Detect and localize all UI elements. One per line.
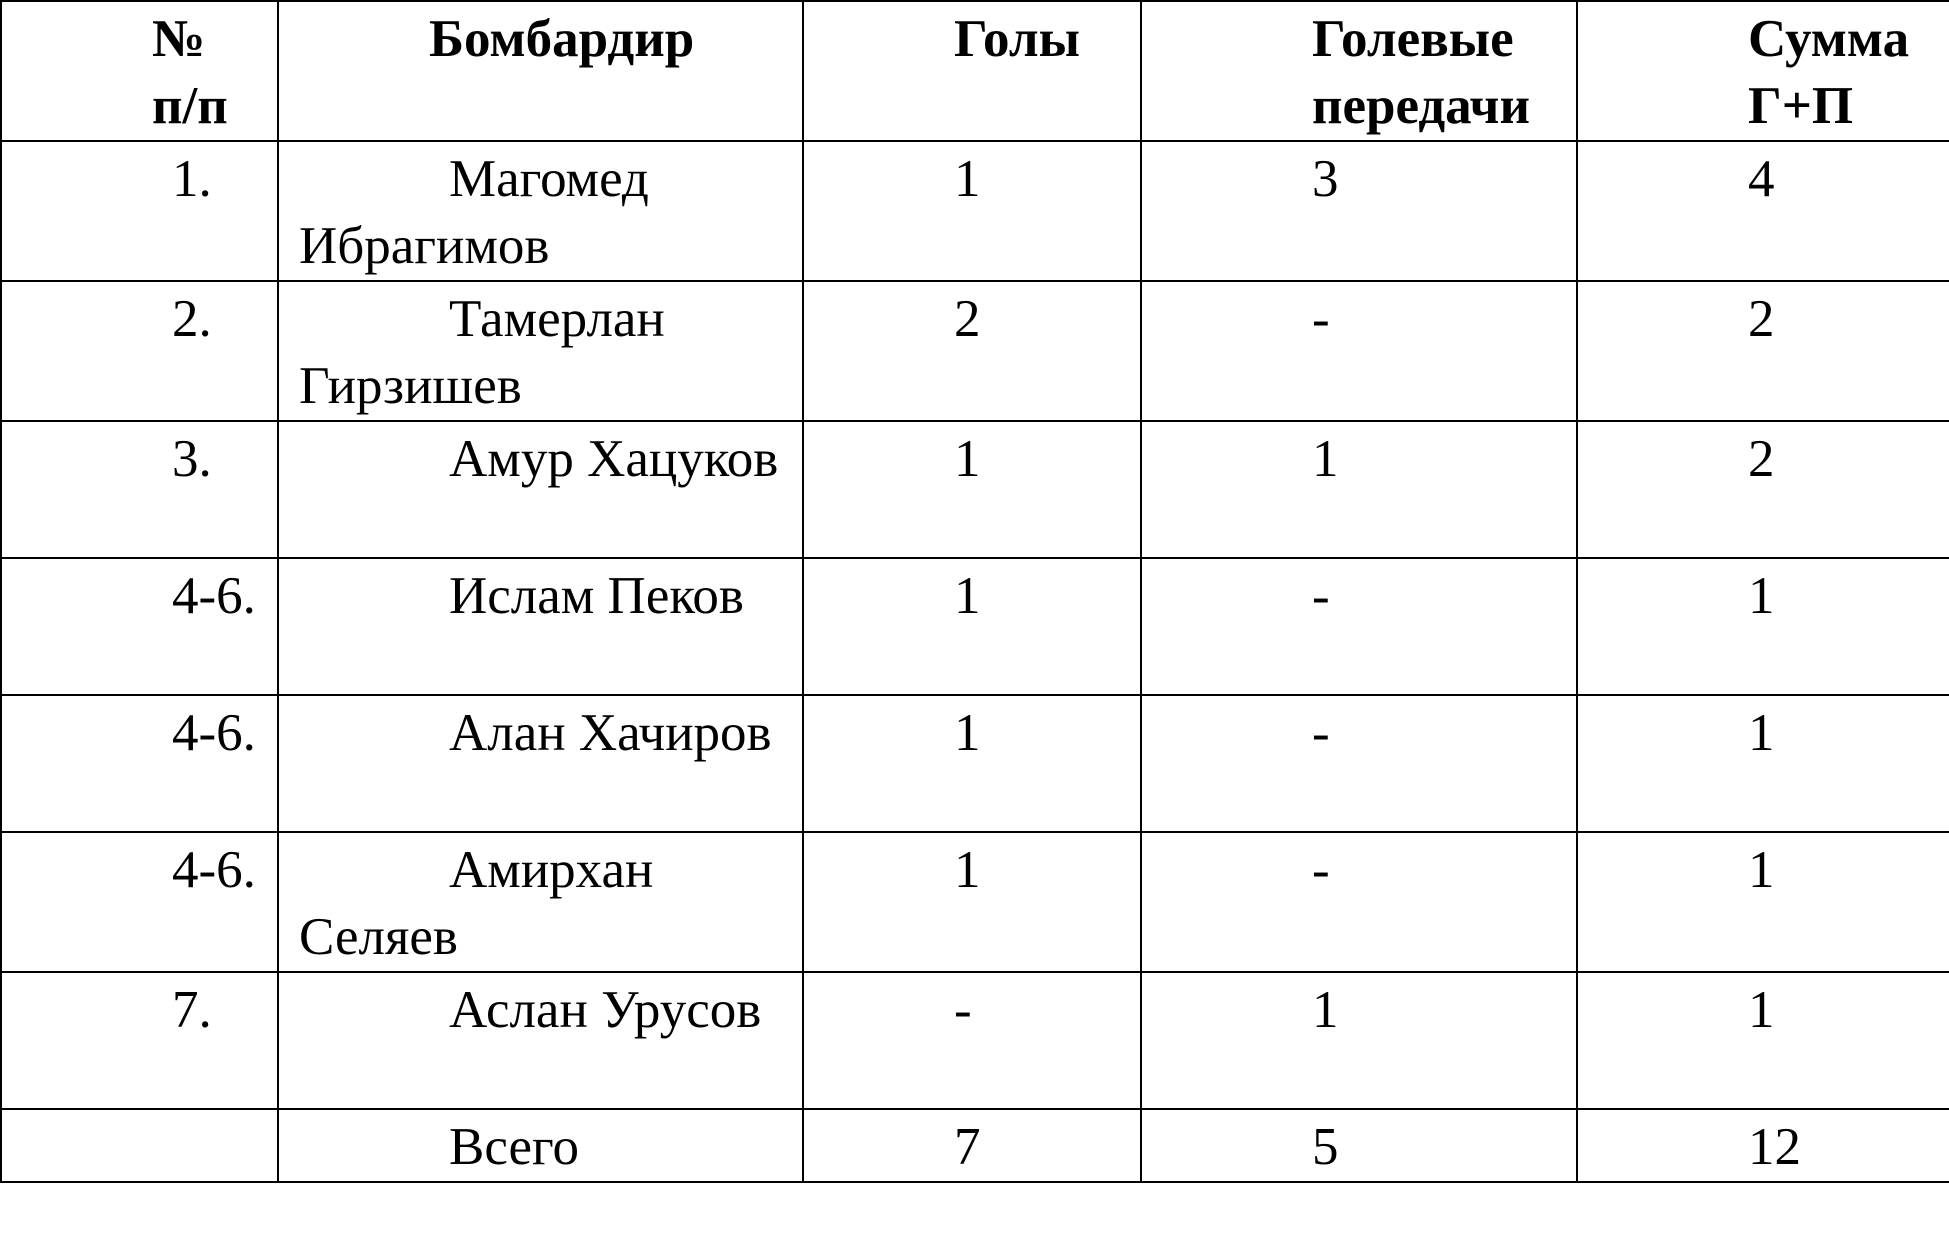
row-assists: - (1141, 558, 1577, 695)
row-sum: 4 (1577, 141, 1949, 281)
row-sum: 2 (1577, 281, 1949, 421)
header-sum: Сумма Г+П (1577, 1, 1949, 141)
row-goals: 2 (803, 281, 1141, 421)
total-label: Всего (278, 1109, 803, 1182)
row-sum: 1 (1577, 695, 1949, 832)
row-goals: - (803, 972, 1141, 1109)
row-name: Аслан Урусов (278, 972, 803, 1109)
row-name: Ислам Пеков (278, 558, 803, 695)
row-num: 7. (1, 972, 278, 1109)
row-assists: - (1141, 832, 1577, 972)
row-sum: 1 (1577, 558, 1949, 695)
row-name: Алан Хачиров (278, 695, 803, 832)
table-row (1, 281, 1949, 421)
table-row (1, 558, 1949, 695)
table-row (1, 141, 1949, 281)
row-num: 4-6. (1, 558, 278, 695)
total-assists: 5 (1141, 1109, 1577, 1182)
row-num: 2. (1, 281, 278, 421)
row-sum: 2 (1577, 421, 1949, 558)
table-header-row (1, 1, 1949, 141)
table-total-row (1, 1109, 1949, 1182)
table-row (1, 695, 1949, 832)
total-num (1, 1109, 278, 1182)
row-sum: 1 (1577, 832, 1949, 972)
row-num: 4-6. (1, 695, 278, 832)
table-row (1, 832, 1949, 972)
row-num: 4-6. (1, 832, 278, 972)
row-goals: 1 (803, 558, 1141, 695)
header-goals: Голы (803, 1, 1141, 141)
row-assists: 3 (1141, 141, 1577, 281)
row-goals: 1 (803, 141, 1141, 281)
row-goals: 1 (803, 421, 1141, 558)
header-assists: Голевые передачи (1141, 1, 1577, 141)
total-sum: 12 (1577, 1109, 1949, 1182)
row-name: Амур Хацуков (278, 421, 803, 558)
row-num: 3. (1, 421, 278, 558)
row-assists: 1 (1141, 972, 1577, 1109)
row-goals: 1 (803, 695, 1141, 832)
row-assists: 1 (1141, 421, 1577, 558)
table-row (1, 421, 1949, 558)
row-goals: 1 (803, 832, 1141, 972)
total-goals: 7 (803, 1109, 1141, 1182)
row-name: Тамерлан Гирзишев (278, 281, 803, 421)
row-assists: - (1141, 281, 1577, 421)
row-sum: 1 (1577, 972, 1949, 1109)
row-assists: - (1141, 695, 1577, 832)
row-name: Магомед Ибрагимов (278, 141, 803, 281)
table-row (1, 972, 1949, 1109)
header-num: № п/п (1, 1, 278, 141)
row-name: Амирхан Селяев (278, 832, 803, 972)
header-name: Бомбардир (278, 1, 803, 141)
row-num: 1. (1, 141, 278, 281)
